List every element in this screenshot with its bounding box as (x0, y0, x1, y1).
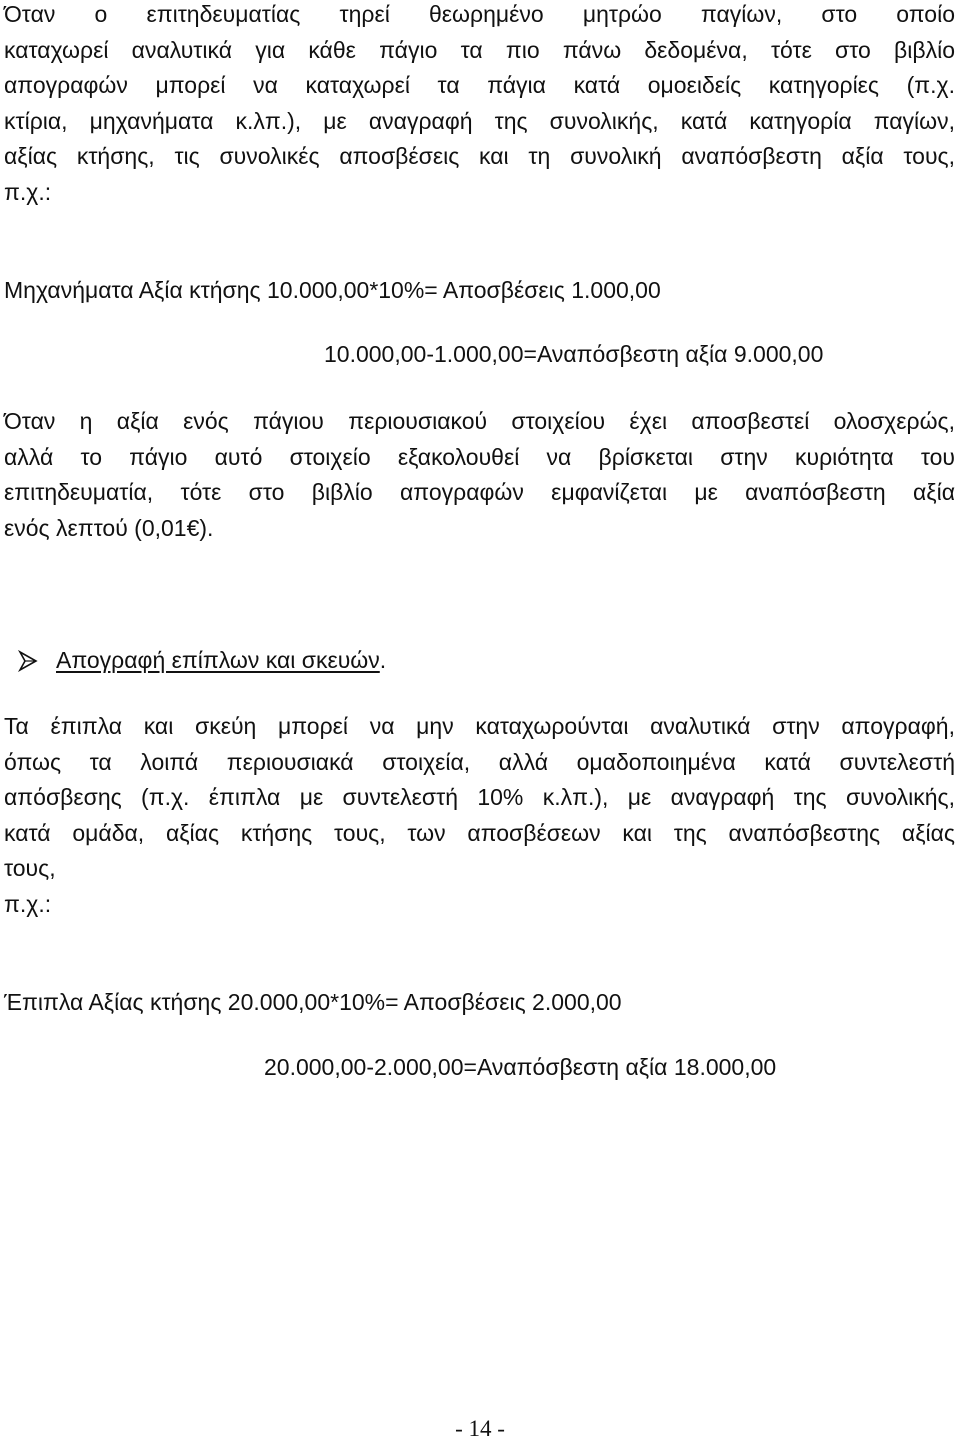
section-heading-furniture (0, 645, 386, 675)
text-line: π.χ.: (4, 890, 52, 917)
example-machinery-acquisition: Μηχανήματα Αξία κτήσης 10.000,00*10%= Αποσβέσεις 1.000,00 (4, 277, 661, 303)
text-line: Όταν ο επιτηδευματίας τηρεί θεωρημένο μητρώο παγίων, στο οποίο (4, 1, 955, 27)
text-line: απογραφών μπορεί να καταχωρεί τα πάγια κατά ομοειδείς κατηγορίες (π.χ. (4, 72, 955, 98)
text-line: ενός λεπτού (0,01€). (4, 514, 214, 541)
example-machinery-residual: 10.000,00-1.000,00=Αναπόσβεστη αξία 9.000,00 (324, 341, 824, 367)
text-line: π.χ.: (4, 178, 52, 205)
example-furniture-acquisition: Έπιπλα Αξίας κτήσης 20.000,00*10%= Αποσβέσεις 2.000,00 (4, 989, 622, 1015)
text-line: κατά ομάδα, αξίας κτήσης τους, των αποσβέσεων και της αναπόσβεστης αξίας (4, 819, 955, 846)
paragraph-fully-depreciated (4, 404, 955, 546)
text-line: αξίας κτήσης, τις συνολικές αποσβέσεις και τη συνολική αναπόσβεστη αξία τους, (4, 143, 955, 169)
text-line: καταχωρεί αναλυτικά για κάθε πάγιο τα πιο πάνω δεδομένα, τότε στο βιβλίο (4, 36, 955, 63)
example-furniture-residual: 20.000,00-2.000,00=Αναπόσβεστη αξία 18.000,00 (264, 1054, 777, 1080)
text-line: όπως τα λοιπά περιουσιακά στοιχεία, αλλά ομαδοποιημένα κατά συντελεστή (4, 748, 955, 775)
section-heading-period: . (379, 647, 387, 673)
text-line: απόσβεσης (π.χ. έπιπλα με συντελεστή 10% κ.λπ.), με αναγραφή της συνολικής, (4, 784, 955, 810)
paragraph-fixed-asset-register (4, 0, 955, 210)
text-line: κτίρια, μηχανήματα κ.λπ.), με αναγραφή της συνολικής, κατά κατηγορία παγίων, (4, 107, 955, 134)
arrowhead-bullet-icon (18, 650, 38, 672)
text-line: Όταν η αξία ενός πάγιου περιουσιακού στοιχείου έχει αποσβεστεί ολοσχερώς, (4, 408, 955, 434)
section-heading-text: Απογραφή επίπλων και σκευών (56, 647, 380, 673)
text-line: τους, (4, 855, 56, 881)
text-line: αλλά το πάγιο αυτό στοιχείο εξακολουθεί να βρίσκεται στην κυριότητα του (4, 443, 955, 470)
text-line: Τα έπιπλα και σκεύη μπορεί να μην καταχωρούνται αναλυτικά στην απογραφή, (4, 713, 955, 739)
page-number: - 14 - (455, 1416, 505, 1441)
text-line: επιτηδευματία, τότε στο βιβλίο απογραφών εμφανίζεται με αναπόσβεστη αξία (4, 479, 955, 505)
paragraph-furniture-grouping (4, 709, 955, 922)
